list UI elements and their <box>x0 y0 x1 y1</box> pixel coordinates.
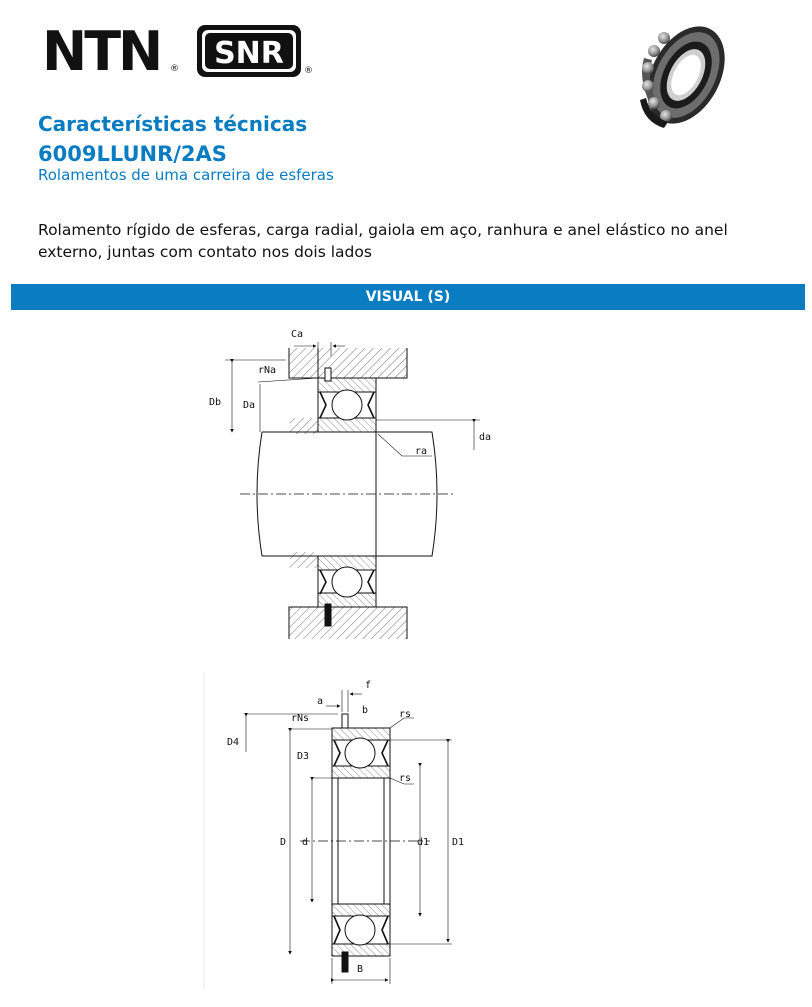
label-da-outer: Da <box>243 400 256 411</box>
label-d: d <box>302 837 309 848</box>
label-da-shaft: da <box>479 432 492 443</box>
label-B: B <box>357 964 364 975</box>
label-d1: d1 <box>417 837 430 848</box>
label-db: Db <box>209 397 222 408</box>
label-ca: Ca <box>291 329 304 340</box>
page-title: Características técnicas <box>38 112 308 136</box>
label-D: D <box>280 837 287 848</box>
label-rs-top: rs <box>399 709 412 720</box>
label-a: a <box>317 696 324 707</box>
label-ra: ra <box>415 446 428 457</box>
registered-mark-snr: ® <box>304 66 313 76</box>
ntn-logo-text: NTN <box>42 24 161 76</box>
product-code: 6009LLUNR/2AS <box>38 142 227 166</box>
label-f: f <box>365 680 372 691</box>
label-b: b <box>362 705 369 716</box>
label-rs-mid: rs <box>399 773 412 784</box>
dimensions-drawing <box>204 672 452 990</box>
product-subtitle: Rolamentos de uma carreira de esferas <box>38 166 334 184</box>
mounting-drawing <box>225 342 480 639</box>
label-d3: D3 <box>297 751 310 762</box>
product-description: Rolamento rígido de esferas, carga radial, gaiola em aço, ranhura e anel elástico no anel externo, juntas com contato nos dois lados <box>38 221 728 261</box>
label-D1: D1 <box>452 837 465 848</box>
label-d4: D4 <box>227 737 240 748</box>
label-rna: rNa <box>258 365 277 376</box>
snr-logo-text: SNR <box>214 36 284 71</box>
label-rns: rNs <box>291 713 310 724</box>
registered-mark: ® <box>170 64 179 74</box>
section-header-visual: VISUAL (S) <box>11 284 805 310</box>
